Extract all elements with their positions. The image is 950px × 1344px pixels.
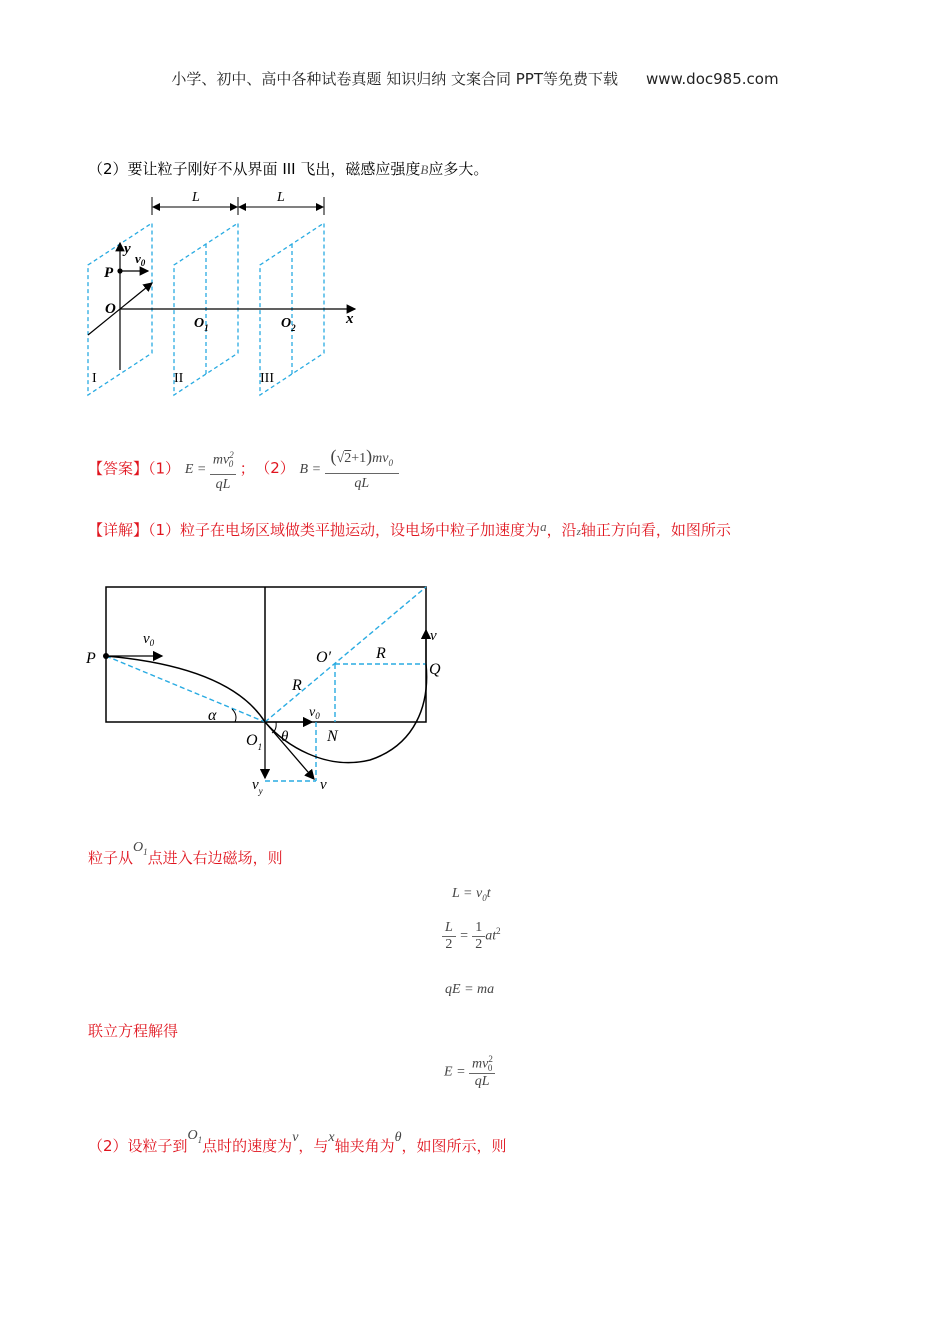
label-L-right: L <box>277 190 285 205</box>
fig2-O1-label: $O_1$ <box>246 732 263 752</box>
step-3-var-x: x <box>328 1130 335 1145</box>
step-1 <box>88 840 283 868</box>
fig2-theta-label: θ <box>281 729 289 745</box>
fig2-v-bottom-label: v <box>320 777 327 793</box>
step-3-var-O: $O_1$ <box>187 1128 203 1145</box>
equation-4: E = $\frac{mv^2_0}{qL}$ <box>444 1054 495 1090</box>
detail-text-c: 轴正方向看，如图所示 <box>580 521 731 539</box>
answer-part1: （1） <box>148 459 181 478</box>
label-L-left: L <box>192 190 200 205</box>
point-P-label: P <box>104 265 114 281</box>
detail-line-1 <box>88 519 731 540</box>
step-3: （2）设粒子到$O_1$点时的速度为v，与x轴夹角为θ，如图所示，则 <box>88 1128 507 1155</box>
step-1-b: 点进入右边磁场，则 <box>147 849 283 867</box>
step-1-var: $O_1$ <box>133 840 148 857</box>
detail-var-a: a <box>540 519 547 534</box>
circular-path <box>265 664 427 763</box>
answer-line <box>88 445 399 495</box>
y-axis-label: y <box>124 241 131 257</box>
step-3-var-theta: θ <box>394 1130 402 1145</box>
fig2-Q-label: Q <box>429 661 441 678</box>
fig2-v0-mid-label: $v_0$ <box>309 705 320 721</box>
figure-1-planes <box>80 185 370 400</box>
alpha-arc <box>232 709 236 722</box>
x-axis-label: x <box>346 311 354 327</box>
origin-O-label: O <box>105 301 116 317</box>
O2-label: $O_2$ <box>281 316 296 333</box>
figure-2-trajectory <box>80 575 455 805</box>
fig2-v-right-label: v <box>430 628 437 644</box>
fig2-alpha-label: α <box>208 707 217 724</box>
region-II-label: II <box>174 371 184 386</box>
question-2 <box>88 158 488 179</box>
detail-var-z: z <box>576 526 581 538</box>
step-1-a: 粒子从 <box>88 849 134 867</box>
header-text: 小学、初中、高中各种试卷真题 知识归纳 文案合同 PPT等免费下载 <box>171 70 618 88</box>
answer-tag: 【答案】 <box>88 459 149 478</box>
page-header <box>0 68 950 89</box>
fig2-N-label: N <box>327 728 338 745</box>
fig2-R-diag-label: R <box>292 677 302 694</box>
detail-text-b: ，沿 <box>546 521 577 539</box>
fig2-P-label: P <box>86 650 96 667</box>
equation-1: $L = v_0t$ <box>452 886 491 903</box>
v0-label: $v_0$ <box>135 251 146 268</box>
fig2-vy-label: $v_y$ <box>252 777 263 796</box>
region-I-label: I <box>92 371 97 386</box>
header-site[interactable]: www.doc985.com <box>645 70 779 88</box>
answer-sep: ； <box>239 459 255 478</box>
step-3-var-v: v <box>292 1130 299 1145</box>
equation-3: qE = ma <box>445 982 495 997</box>
fig2-Oprime-label: O′ <box>316 649 332 666</box>
question-2-suffix: 应多大。 <box>428 160 489 178</box>
question-2-var: B <box>420 162 429 177</box>
question-2-prefix: （2）要让粒子刚好不从界面 III 飞出，磁感应强度 <box>88 160 421 178</box>
v-arrow <box>265 722 314 779</box>
O1-label: $O_1$ <box>194 316 209 333</box>
dashed-helpers <box>106 587 426 781</box>
detail-text-a: （1）粒子在电场区域做类平抛运动，设电场中粒子加速度为 <box>148 521 541 539</box>
equation-2: $\frac{L}{2}$ = $\frac{1}{2}$ $at^2$ <box>442 920 501 953</box>
dimension-lines <box>152 197 324 215</box>
fig2-R-top-label: R <box>376 645 386 662</box>
step-2: 联立方程解得 <box>88 1022 179 1040</box>
answer-B-formula: B = $\frac{(√2+1)mv_0}{qL}$ <box>300 462 399 477</box>
answer-part2: （2） <box>262 459 295 478</box>
detail-tag: 【详解】 <box>88 521 149 539</box>
answer-E-formula: E = $\frac{mv^2_0}{qL}$ <box>185 462 240 477</box>
region-III-label: III <box>260 371 274 386</box>
fig2-v0-top-label: $v_0$ <box>143 631 155 648</box>
